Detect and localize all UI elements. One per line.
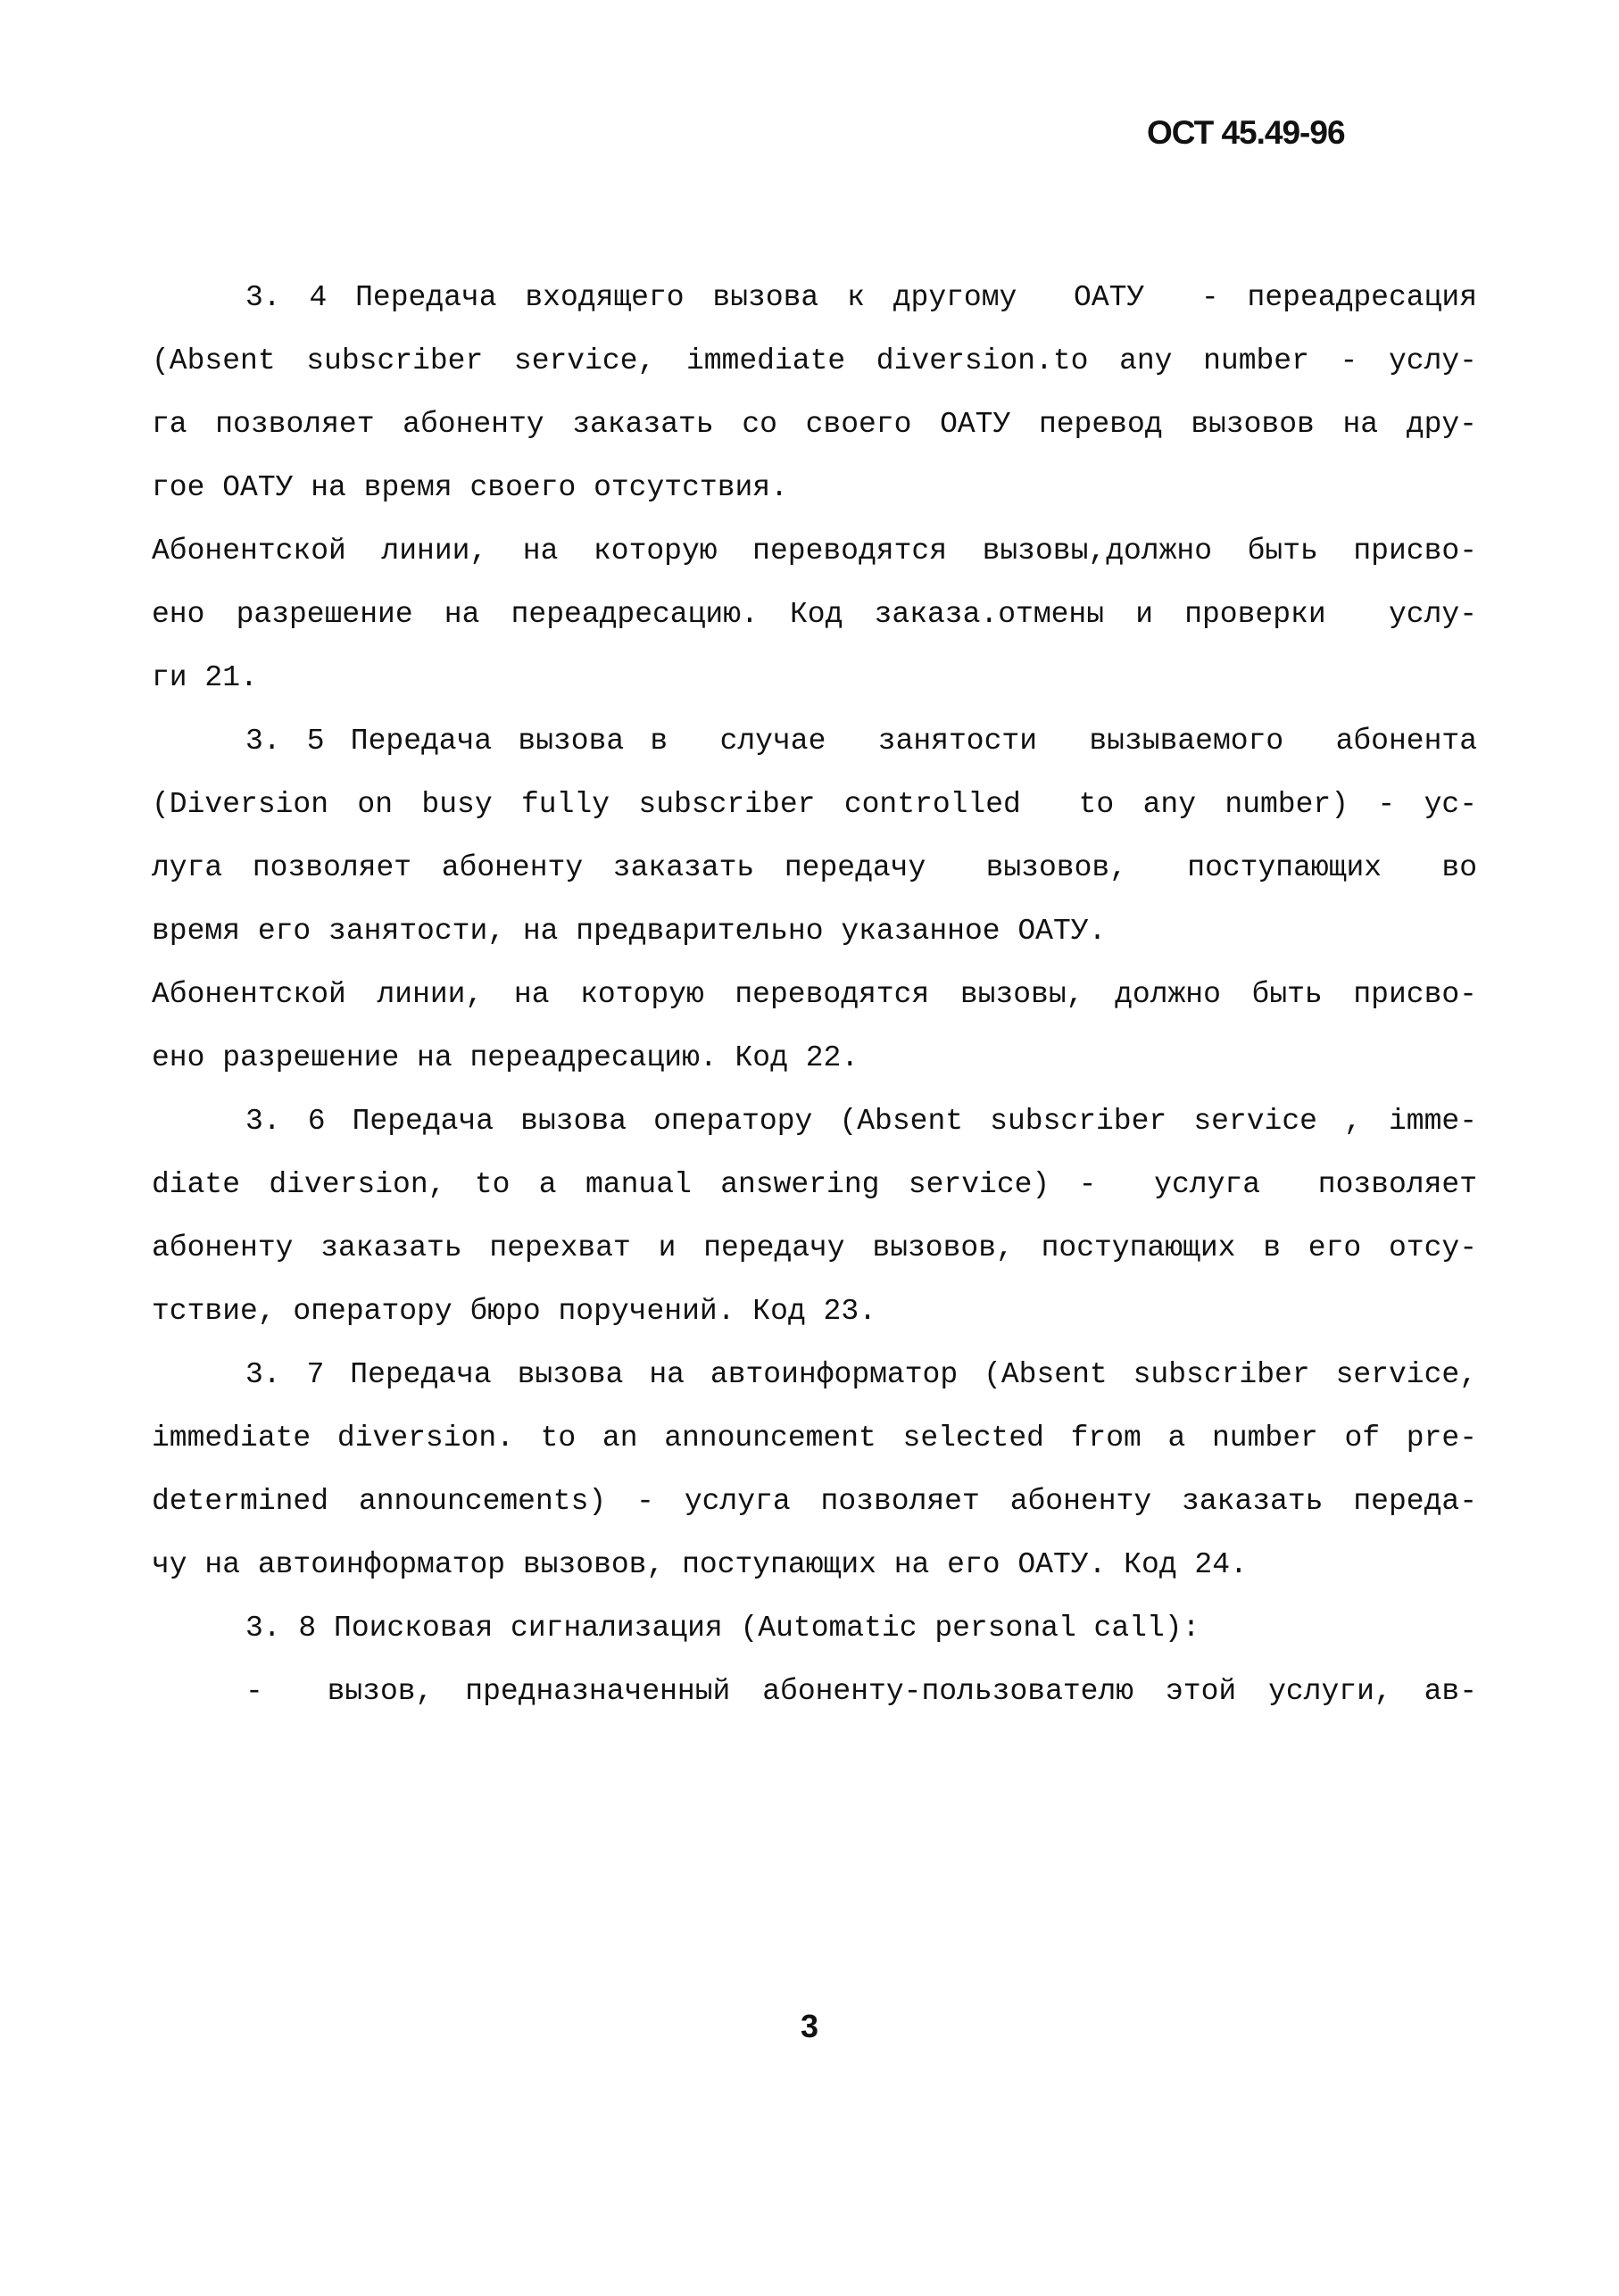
text-line: determined announcements) - услуга позволяет абоненту заказать переда- xyxy=(152,1485,1477,1518)
page-number: 3 xyxy=(800,2008,819,2044)
text-line: - вызов, предназначенный абоненту-пользователю этой услуги, ав- xyxy=(245,1675,1477,1708)
document-body xyxy=(152,266,1477,1723)
text-line: 3. 4 Передача входящего вызова к другому ОАТУ - переадресация xyxy=(245,281,1477,314)
text-line: ено разрешение на переадресацию. Код 22. xyxy=(152,1041,859,1074)
text-line: immediate diversion. to an announcement selected from a number of pre- xyxy=(152,1422,1477,1455)
text-line: diate diversion, to a manual answering service) - услуга позволяет xyxy=(152,1168,1477,1201)
text-line: Абонентской линии, на которую переводятся вызовы, должно быть присво- xyxy=(152,978,1477,1011)
text-line: чу на автоинформатор вызовов, поступающих на его ОАТУ. Код 24. xyxy=(152,1548,1248,1581)
text-line: ги 21. xyxy=(152,661,258,694)
text-line: 3. 8 Поисковая сигнализация (Automatic personal call): xyxy=(245,1612,1200,1645)
text-line: (Absent subscriber service, immediate diversion.to any number - услу- xyxy=(152,344,1477,377)
text-line: гое ОАТУ на время своего отсутствия. xyxy=(152,471,788,504)
document-code: ОСТ 45.49-96 xyxy=(1147,114,1345,151)
text-line: Абонентской линии, на которую переводятся вызовы,должно быть присво- xyxy=(152,535,1477,568)
text-line: га позволяет абоненту заказать со своего ОАТУ перевод вызовов на дру- xyxy=(152,408,1477,441)
text-line: (Diversion on busy fully subscriber controlled to any number) - ус- xyxy=(152,788,1477,821)
text-line: 3. 7 Передача вызова на автоинформатор (Absent subscriber service, xyxy=(245,1358,1477,1391)
text-line: ено разрешение на переадресацию. Код заказа.отмены и проверки услу- xyxy=(152,598,1477,631)
text-line: 3. 5 Передача вызова в случае занятости вызываемого абонента xyxy=(245,725,1477,758)
text-line: 3. 6 Передача вызова оператору (Absent subscriber service , imme- xyxy=(245,1105,1477,1138)
text-line: абоненту заказать перехват и передачу вызовов, поступающих в его отсу- xyxy=(152,1231,1477,1264)
text-line: луга позволяет абоненту заказать передачу вызовов, поступающих во xyxy=(152,851,1477,884)
text-line: время его занятости, на предварительно указанное ОАТУ. xyxy=(152,915,1107,948)
text-line: тствие, оператору бюро поручений. Код 23. xyxy=(152,1295,876,1328)
